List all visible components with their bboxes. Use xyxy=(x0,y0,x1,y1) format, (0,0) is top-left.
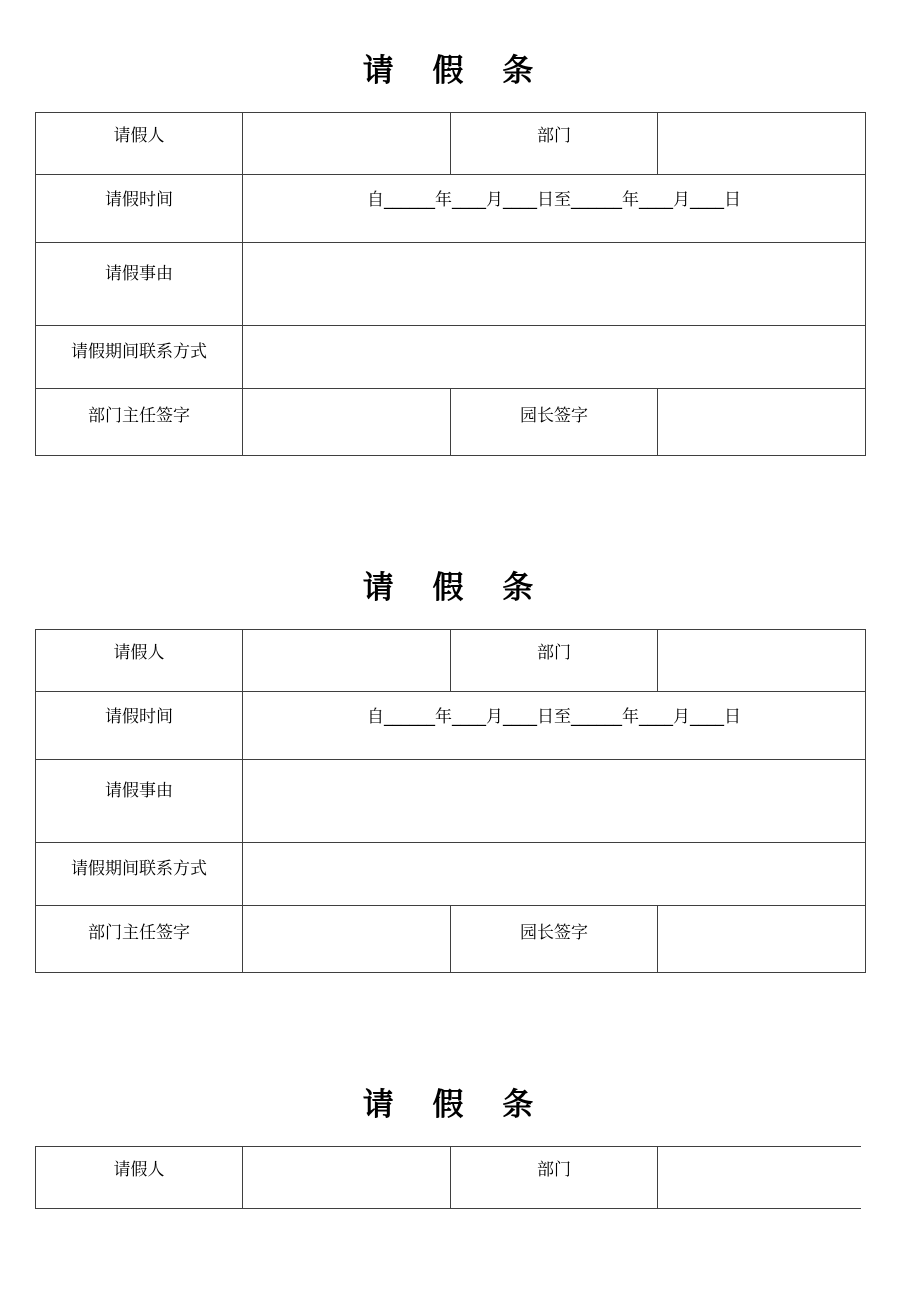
label-leave-reason-text: 请假事由 xyxy=(105,781,173,802)
label-department-text: 部门 xyxy=(537,642,571,663)
leave-time-blank-line: 自______年____月____日至______年____月____日 xyxy=(367,189,741,210)
field-applicant[interactable] xyxy=(243,1146,451,1208)
field-applicant[interactable] xyxy=(243,112,451,174)
table-row xyxy=(36,905,866,972)
label-department xyxy=(451,1146,658,1208)
field-leave-time[interactable] xyxy=(243,691,866,759)
field-applicant[interactable] xyxy=(243,629,451,691)
table-row xyxy=(36,759,866,842)
field-leave-reason[interactable] xyxy=(243,759,866,842)
label-leave-time xyxy=(36,691,243,759)
table-row xyxy=(36,325,866,388)
leave-form-1 xyxy=(35,54,861,456)
field-leave-time[interactable] xyxy=(243,174,866,242)
table-row xyxy=(36,112,866,174)
table-row xyxy=(36,629,866,691)
label-applicant-text: 请假人 xyxy=(113,1159,165,1180)
table-row xyxy=(36,1146,862,1208)
label-department xyxy=(451,112,658,174)
label-leave-reason xyxy=(36,759,243,842)
leave-request-table xyxy=(35,112,866,456)
label-principal-signature xyxy=(451,388,658,455)
field-department[interactable] xyxy=(658,1146,862,1208)
label-applicant xyxy=(36,1146,243,1208)
label-dept-director-signature-text: 部门主任签字 xyxy=(88,406,190,427)
page-title: 请 假 条 xyxy=(362,570,548,606)
page-title: 请 假 条 xyxy=(362,1087,548,1123)
label-dept-director-signature-text: 部门主任签字 xyxy=(88,923,190,944)
leave-form-2 xyxy=(35,571,861,973)
field-contact-during-leave[interactable] xyxy=(243,325,866,388)
label-department-text: 部门 xyxy=(537,1159,571,1180)
label-contact-during-leave xyxy=(36,325,243,388)
label-contact-during-leave xyxy=(36,842,243,905)
field-dept-director-signature[interactable] xyxy=(243,388,451,455)
label-dept-director-signature xyxy=(36,905,243,972)
table-row xyxy=(36,388,866,455)
page-title: 请 假 条 xyxy=(362,53,548,89)
field-department[interactable] xyxy=(658,629,866,691)
label-contact-during-leave-text: 请假期间联系方式 xyxy=(71,342,207,363)
label-applicant xyxy=(36,629,243,691)
label-leave-time xyxy=(36,174,243,242)
leave-time-blank-line: 自______年____月____日至______年____月____日 xyxy=(367,706,741,727)
label-principal-signature xyxy=(451,905,658,972)
label-principal-signature-text: 园长签字 xyxy=(520,406,588,427)
label-applicant-text: 请假人 xyxy=(113,125,165,146)
label-dept-director-signature xyxy=(36,388,243,455)
table-row xyxy=(36,174,866,242)
field-dept-director-signature[interactable] xyxy=(243,905,451,972)
label-principal-signature-text: 园长签字 xyxy=(520,923,588,944)
table-row xyxy=(36,242,866,325)
field-principal-signature[interactable] xyxy=(658,905,866,972)
label-leave-reason xyxy=(36,242,243,325)
field-principal-signature[interactable] xyxy=(658,388,866,455)
field-leave-reason[interactable] xyxy=(243,242,866,325)
label-leave-time-text: 请假时间 xyxy=(105,189,173,210)
leave-request-table xyxy=(35,1146,861,1209)
table-row xyxy=(36,842,866,905)
label-contact-during-leave-text: 请假期间联系方式 xyxy=(71,859,207,880)
leave-form-3 xyxy=(35,1088,861,1216)
clipped-table-region xyxy=(35,1146,861,1216)
label-leave-reason-text: 请假事由 xyxy=(105,264,173,285)
table-row xyxy=(36,691,866,759)
label-department xyxy=(451,629,658,691)
label-leave-time-text: 请假时间 xyxy=(105,706,173,727)
label-department-text: 部门 xyxy=(537,125,571,146)
label-applicant-text: 请假人 xyxy=(113,642,165,663)
field-contact-during-leave[interactable] xyxy=(243,842,866,905)
field-department[interactable] xyxy=(658,112,866,174)
label-applicant xyxy=(36,112,243,174)
leave-request-table xyxy=(35,629,866,973)
